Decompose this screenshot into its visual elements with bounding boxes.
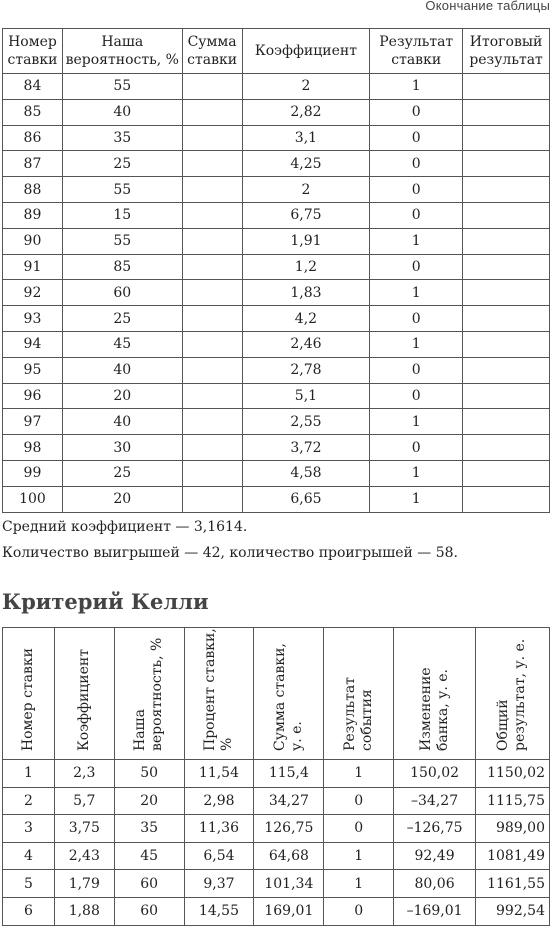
- col-header: Сумма ставки: [182, 29, 242, 74]
- table-cell: 1,83: [242, 280, 370, 306]
- table-cell: [182, 331, 242, 357]
- table-cell: 2,78: [242, 357, 370, 383]
- table-cell: [463, 435, 550, 461]
- table-cell: 3,1: [242, 125, 370, 151]
- table-cell: [463, 254, 550, 280]
- col-header-text: Общий результат, у. е.: [495, 638, 529, 751]
- table-cell: [182, 280, 242, 306]
- table-cell: 0: [370, 435, 463, 461]
- table-row: [3, 99, 550, 125]
- table-row: [3, 177, 550, 203]
- table-cell: –34,27: [394, 787, 476, 815]
- table-cell: 20: [114, 787, 184, 815]
- table-cell: 15: [62, 202, 182, 228]
- table-cell: 30: [62, 435, 182, 461]
- table-cell: 55: [62, 177, 182, 203]
- table-cell: 1: [3, 760, 55, 788]
- table-cell: 2,43: [54, 842, 114, 870]
- table-cell: 3: [3, 815, 55, 843]
- table-cell: 1161,55: [475, 870, 549, 898]
- table-cell: 2,3: [54, 760, 114, 788]
- table-cell: [182, 435, 242, 461]
- table-cell: 6: [3, 897, 55, 925]
- table-cell: [182, 151, 242, 177]
- table-row: [3, 357, 550, 383]
- table-row: [3, 151, 550, 177]
- table-cell: [463, 409, 550, 435]
- col-header: [324, 628, 394, 760]
- col-header: [114, 628, 184, 760]
- table-cell: 1: [370, 331, 463, 357]
- table-row: [3, 815, 550, 843]
- table-cell: [463, 228, 550, 254]
- table-cell: [463, 383, 550, 409]
- section-title: Критерий Келли: [2, 589, 209, 614]
- table-row: [3, 383, 550, 409]
- table-row: [3, 897, 550, 925]
- table-cell: [182, 228, 242, 254]
- table-cell: 989,00: [475, 815, 549, 843]
- col-header: Коэффициент: [242, 29, 370, 74]
- col-header: Итоговый результат: [463, 29, 550, 74]
- table-cell: 89: [3, 202, 63, 228]
- table-cell: [182, 306, 242, 332]
- table-cell: 0: [370, 306, 463, 332]
- table-cell: 100: [3, 486, 63, 512]
- table-cell: 95: [3, 357, 63, 383]
- col-header: [54, 628, 114, 760]
- col-header: [254, 628, 324, 760]
- table-cell: 0: [370, 383, 463, 409]
- table-cell: 9,37: [184, 870, 254, 898]
- table-cell: 0: [370, 99, 463, 125]
- table-cell: 101,34: [254, 870, 324, 898]
- table-cell: 60: [114, 870, 184, 898]
- table-row: [3, 125, 550, 151]
- average-coefficient-note: Средний коэффициент — 3,1614.: [2, 519, 248, 535]
- table-cell: 5,7: [54, 787, 114, 815]
- table-cell: 2: [242, 74, 370, 100]
- table-cell: 6,75: [242, 202, 370, 228]
- table-cell: 5,1: [242, 383, 370, 409]
- table-cell: 34,27: [254, 787, 324, 815]
- table-row: [3, 435, 550, 461]
- table-cell: 85: [62, 254, 182, 280]
- table-cell: [463, 99, 550, 125]
- table-cell: 1: [370, 228, 463, 254]
- table-cell: 1,88: [54, 897, 114, 925]
- table-cell: 11,54: [184, 760, 254, 788]
- table-cell: [463, 280, 550, 306]
- table-cell: 0: [370, 151, 463, 177]
- col-header-text: Сумма ставки, у. е.: [271, 643, 305, 751]
- table-cell: –126,75: [394, 815, 476, 843]
- table-cell: 45: [114, 842, 184, 870]
- table-cell: [463, 357, 550, 383]
- table-row: [3, 409, 550, 435]
- table-cell: 35: [114, 815, 184, 843]
- col-header-text: Изменение банка, у. е.: [417, 667, 451, 751]
- table-row: [3, 486, 550, 512]
- table-cell: 4: [3, 842, 55, 870]
- table-cell: 0: [370, 202, 463, 228]
- table-cell: 90: [3, 228, 63, 254]
- table-cell: 88: [3, 177, 63, 203]
- table-cell: 115,4: [254, 760, 324, 788]
- table-cell: [182, 460, 242, 486]
- table-cell: 1,2: [242, 254, 370, 280]
- table-cell: 14,55: [184, 897, 254, 925]
- table-cell: 93: [3, 306, 63, 332]
- table-cell: 0: [370, 125, 463, 151]
- table-cell: 1,79: [54, 870, 114, 898]
- table-cell: 1: [324, 842, 394, 870]
- table-cell: 150,02: [394, 760, 476, 788]
- col-header: [394, 628, 476, 760]
- table-cell: 126,75: [254, 815, 324, 843]
- table-cell: 1: [370, 409, 463, 435]
- col-header-text: Процент ставки, %: [201, 628, 235, 751]
- table-cell: [182, 383, 242, 409]
- table-cell: 5: [3, 870, 55, 898]
- table-cell: [463, 331, 550, 357]
- table-cell: 11,36: [184, 815, 254, 843]
- table-cell: [182, 125, 242, 151]
- table-cell: 20: [62, 383, 182, 409]
- table-cell: 0: [370, 357, 463, 383]
- table-cell: [182, 486, 242, 512]
- table-row: [3, 306, 550, 332]
- table-row: [3, 202, 550, 228]
- table-cell: 92,49: [394, 842, 476, 870]
- table-cell: 84: [3, 74, 63, 100]
- table-cell: 40: [62, 99, 182, 125]
- table-row: [3, 842, 550, 870]
- table-cell: 2,46: [242, 331, 370, 357]
- table-cell: 60: [114, 897, 184, 925]
- table-cell: 6,65: [242, 486, 370, 512]
- table-cell: 3,75: [54, 815, 114, 843]
- table-cell: 2: [242, 177, 370, 203]
- table-cell: 1115,75: [475, 787, 549, 815]
- col-header-text: Результат события: [341, 677, 375, 751]
- table-cell: 6,54: [184, 842, 254, 870]
- table-cell: 55: [62, 228, 182, 254]
- table-cell: 992,54: [475, 897, 549, 925]
- table-cell: 64,68: [254, 842, 324, 870]
- table-cell: 99: [3, 460, 63, 486]
- table-cell: 169,01: [254, 897, 324, 925]
- table-cell: [182, 202, 242, 228]
- table-cell: 20: [62, 486, 182, 512]
- table-cell: 2,98: [184, 787, 254, 815]
- table-row: [3, 760, 550, 788]
- table-cell: 0: [370, 177, 463, 203]
- table-cell: [182, 357, 242, 383]
- col-header: [184, 628, 254, 760]
- table-cell: 1: [370, 280, 463, 306]
- table-cell: 55: [62, 74, 182, 100]
- table-cell: 1: [370, 74, 463, 100]
- table-cell: [182, 99, 242, 125]
- table-cell: [182, 74, 242, 100]
- wins-losses-note: Количество выигрышей — 42, количество проигрышей — 58.: [2, 545, 458, 561]
- table-row: [3, 870, 550, 898]
- table-cell: 25: [62, 460, 182, 486]
- table-cell: [463, 74, 550, 100]
- table-cell: 85: [3, 99, 63, 125]
- table-cell: –169,01: [394, 897, 476, 925]
- table-cell: 1: [370, 486, 463, 512]
- table-cell: 87: [3, 151, 63, 177]
- table-cell: 45: [62, 331, 182, 357]
- table-cell: 1: [370, 460, 463, 486]
- table-cell: [182, 254, 242, 280]
- col-header: Номер ставки: [3, 29, 63, 74]
- col-header: [475, 628, 549, 760]
- table-cell: [463, 177, 550, 203]
- table-row: [3, 331, 550, 357]
- table-row: [3, 74, 550, 100]
- table-cell: [463, 202, 550, 228]
- table-cell: [463, 460, 550, 486]
- table-row: [3, 280, 550, 306]
- table-cell: [463, 306, 550, 332]
- col-header: Наша вероятность, %: [62, 29, 182, 74]
- table-row: [3, 228, 550, 254]
- table-cell: 35: [62, 125, 182, 151]
- table-cell: 1150,02: [475, 760, 549, 788]
- table-cell: 96: [3, 383, 63, 409]
- bets-table-header: [3, 29, 550, 74]
- table-cell: 0: [324, 787, 394, 815]
- table-cell: 92: [3, 280, 63, 306]
- table-cell: [182, 409, 242, 435]
- table-cell: 4,2: [242, 306, 370, 332]
- col-header: [3, 628, 55, 760]
- table-cell: [463, 486, 550, 512]
- table-cell: 0: [324, 815, 394, 843]
- table-cell: 4,25: [242, 151, 370, 177]
- table-cell: 40: [62, 409, 182, 435]
- table-cell: 94: [3, 331, 63, 357]
- col-header-text: Номер ставки: [19, 647, 36, 751]
- table-cell: 1: [324, 760, 394, 788]
- table-cell: [463, 125, 550, 151]
- table-cell: 4,58: [242, 460, 370, 486]
- table-cell: 91: [3, 254, 63, 280]
- table-cell: 2: [3, 787, 55, 815]
- table-cell: 1: [324, 870, 394, 898]
- table-row: [3, 787, 550, 815]
- table-cell: 80,06: [394, 870, 476, 898]
- table-cell: [463, 151, 550, 177]
- table-row: [3, 460, 550, 486]
- col-header-text: Коэффициент: [75, 648, 92, 751]
- bets-table: [2, 28, 550, 513]
- col-header: Результат ставки: [370, 29, 463, 74]
- table-cell: 1,91: [242, 228, 370, 254]
- table-row: [3, 254, 550, 280]
- kelly-table: [2, 627, 550, 926]
- table-cell: 0: [324, 897, 394, 925]
- table-cell: 25: [62, 151, 182, 177]
- table-cell: 25: [62, 306, 182, 332]
- table-continuation-caption: Окончание таблицы: [425, 0, 550, 13]
- table-cell: 40: [62, 357, 182, 383]
- table-cell: 98: [3, 435, 63, 461]
- kelly-table-header: [3, 628, 550, 760]
- table-cell: 3,72: [242, 435, 370, 461]
- table-cell: 86: [3, 125, 63, 151]
- col-header-text: Наша вероятность, %: [132, 637, 166, 751]
- table-cell: 60: [62, 280, 182, 306]
- table-cell: 0: [370, 254, 463, 280]
- table-cell: 50: [114, 760, 184, 788]
- table-cell: 1081,49: [475, 842, 549, 870]
- table-cell: 97: [3, 409, 63, 435]
- table-cell: 2,82: [242, 99, 370, 125]
- table-cell: 2,55: [242, 409, 370, 435]
- table-cell: [182, 177, 242, 203]
